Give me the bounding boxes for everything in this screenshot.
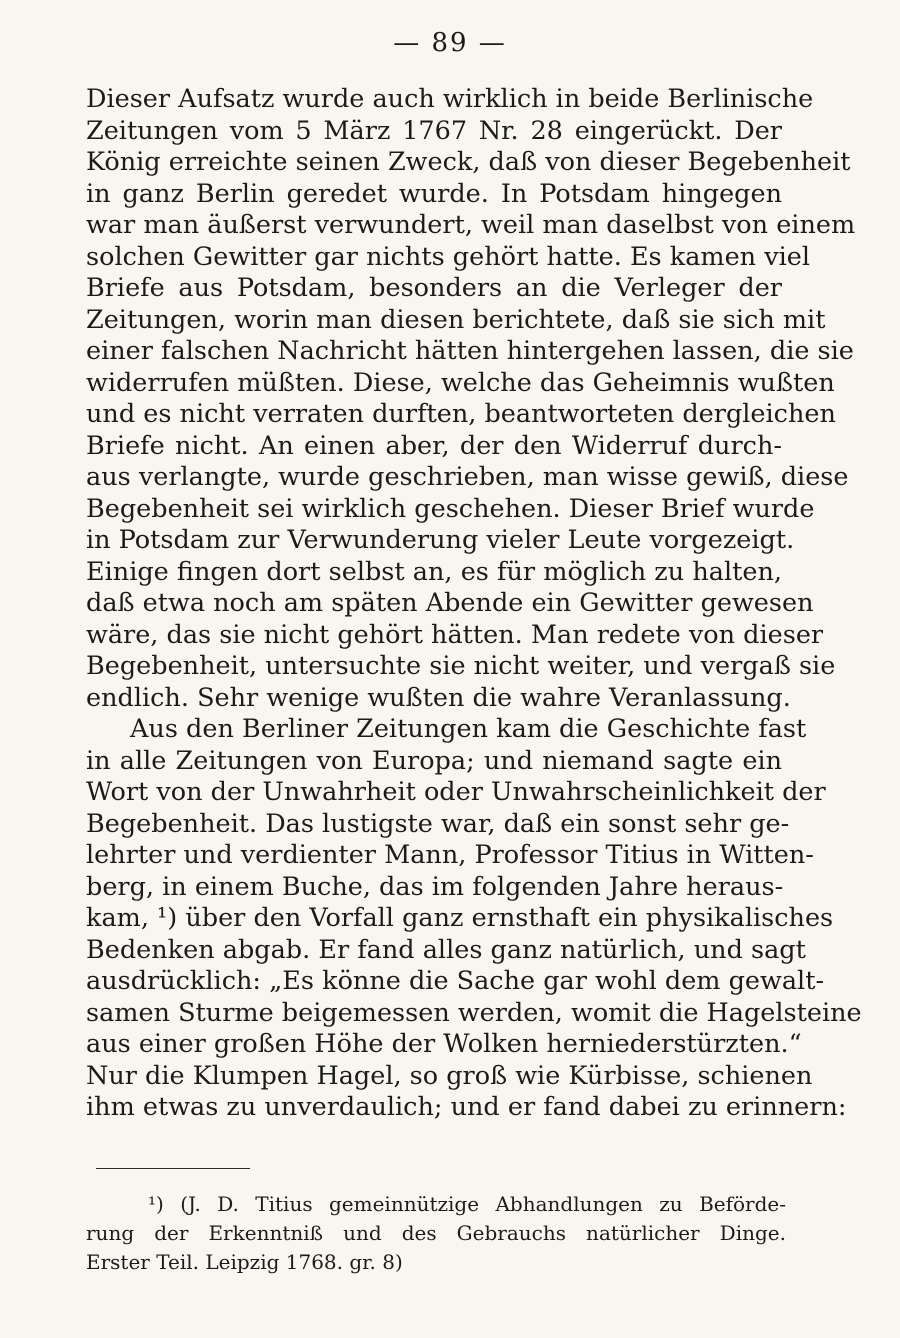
text-line: Dieser Aufsatz wurde auch wirklich in beide Berlinische <box>86 84 814 114</box>
text-line: Aus den Berliner Zeitungen kam die Geschichte fast <box>130 714 807 744</box>
text-line: und es nicht verraten durften, beantworteten dergleichen <box>86 399 836 429</box>
footnote-line: ¹) (J. D. Titius gemeinnützige Abhandlungen zu Beförde- <box>148 1192 786 1216</box>
footnote-line: rung der Erkenntniß und des Gebrauchs natürlicher Dinge. <box>86 1221 786 1245</box>
text-line: war man äußerst verwundert, weil man daselbst von einem <box>86 210 856 240</box>
text-line: Briefe nicht. An einen aber, der den Widerruf durch- <box>86 430 782 461</box>
text-line: in ganz Berlin geredet wurde. In Potsdam hingegen <box>86 178 782 209</box>
text-line: Bedenken abgab. Er fand alles ganz natürlich, und sagt <box>86 934 806 965</box>
footnote <box>86 1190 786 1277</box>
text-line: Begebenheit sei wirklich geschehen. Dieser Brief wurde <box>86 493 815 524</box>
text-line: ihm etwas zu unverdaulich; und er fand dabei zu erinnern: <box>86 1092 847 1122</box>
text-line: in alle Zeitungen von Europa; und niemand sagte ein <box>86 745 782 776</box>
text-line: lehrter und verdienter Mann, Professor Titius in Witten- <box>86 840 814 870</box>
text-line: Begebenheit. Das lustigste war, daß ein sonst sehr ge- <box>86 808 790 839</box>
text-line: samen Sturme beigemessen werden, womit die Hagelsteine <box>86 997 862 1028</box>
page-number: — 89 — <box>393 28 507 58</box>
text-line: kam, ¹) über den Vorfall ganz ernsthaft ein physikalisches <box>86 903 834 933</box>
text-line: endlich. Sehr wenige wußten die wahre Veranlassung. <box>86 682 791 713</box>
text-line: Briefe aus Potsdam, besonders an die Verleger der <box>86 273 782 303</box>
text-line: widerrufen müßten. Diese, welche das Geheimnis wußten <box>86 367 835 398</box>
text-line: Nur die Klumpen Hagel, so groß wie Kürbisse, schienen <box>86 1060 813 1091</box>
footnote-divider <box>96 1168 250 1169</box>
text-line: aus einer großen Höhe der Wolken herniederstürzten.“ <box>86 1029 802 1059</box>
text-line: Wort von der Unwahrheit oder Unwahrscheinlichkeit der <box>86 777 826 807</box>
text-line: Zeitungen, worin man diesen berichtete, daß sie sich mit <box>86 304 826 335</box>
text-line: berg, in einem Buche, das im folgenden Jahre heraus- <box>86 871 784 902</box>
footnote-line: Erster Teil. Leipzig 1768. gr. 8) <box>86 1250 403 1274</box>
text-line: Einige fingen dort selbst an, es für möglich zu halten, <box>86 556 782 587</box>
text-line: ausdrücklich: „Es könne die Sache gar wohl dem gewalt- <box>86 966 825 996</box>
text-line: aus verlangte, wurde geschrieben, man wisse gewiß, diese <box>86 462 849 492</box>
text-line: König erreichte seinen Zweck, daß von dieser Begebenheit <box>86 147 851 177</box>
text-line: Zeitungen vom 5 März 1767 Nr. 28 eingerückt. Der <box>86 115 782 146</box>
text-line: wäre, das sie nicht gehört hätten. Man redete von dieser <box>86 619 824 650</box>
main-text <box>86 84 862 1124</box>
text-line: in Potsdam zur Verwunderung vieler Leute vorgezeigt. <box>86 525 795 555</box>
text-line: Begebenheit, untersuchte sie nicht weiter, und vergaß sie <box>86 651 836 681</box>
text-line: daß etwa noch am späten Abende ein Gewitter gewesen <box>86 588 814 618</box>
text-line: einer falschen Nachricht hätten hintergehen lassen, die sie <box>86 336 854 366</box>
text-line: solchen Gewitter gar nichts gehört hatte. Es kamen viel <box>86 241 811 272</box>
